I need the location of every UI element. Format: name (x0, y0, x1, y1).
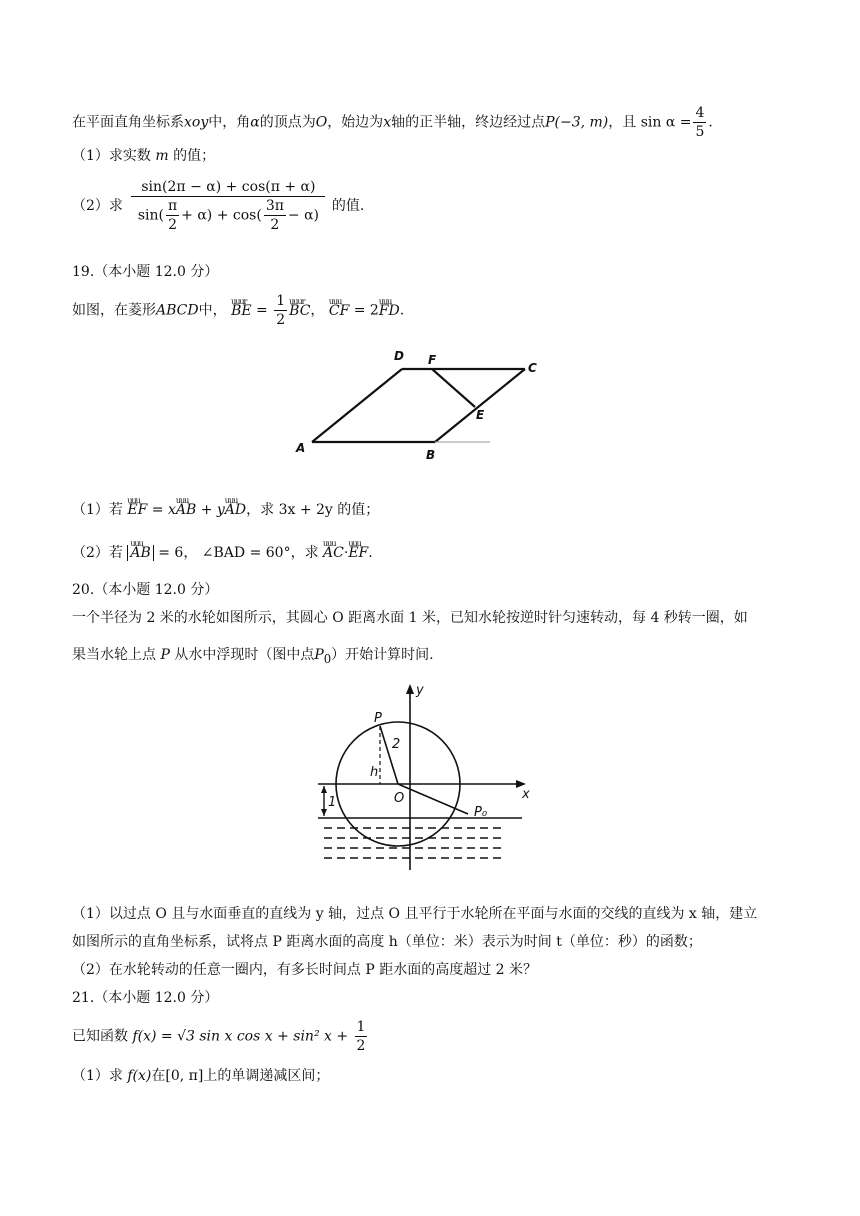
q18-part1-prefix: （1）求实数 (72, 148, 151, 164)
q20-stem-line2 (72, 645, 434, 669)
q18-xoy: xoy (184, 114, 209, 131)
q19-part1-vec-ad: uuu AD (225, 500, 246, 520)
q20-stem-text: 从水中浮现时（图中点 (174, 647, 315, 663)
q19-stem-text: 如图，在菱形 (72, 302, 156, 319)
label-A: A (296, 441, 306, 455)
q18-den-frac1-den: 2 (168, 217, 178, 233)
q19-part2-dot: · (343, 545, 349, 561)
q19-part1-plus: + y (200, 502, 225, 518)
q19-part2-vec-ab: uuu AB (130, 543, 150, 563)
label-x: x (522, 787, 530, 802)
q18-part2-num: sin(2π − α) + cos(π + α) (131, 178, 325, 197)
q18-point: P(−3, m) (545, 114, 609, 131)
q19-vec-be: uuur BE (231, 301, 252, 321)
q19-part2-vec-ac: uuu AC (323, 543, 344, 563)
q18-den-frac1-num: π (167, 198, 178, 214)
q21-stem-text: 已知函数 (72, 1028, 128, 1045)
q19-part1-suffix: ，求 3x + 2y 的值； (246, 502, 380, 518)
waterwheel-figure (310, 680, 540, 880)
q19-part2-mid: = 6， ∠BAD = 60°，求 (158, 545, 319, 561)
q21-half-num: 1 (356, 1019, 366, 1035)
label-D: D (394, 349, 404, 363)
q21-header: 21.（本小题 12.0 分） (72, 990, 219, 1006)
label-C: C (528, 361, 537, 375)
q18-part2-prefix: （2）求 (72, 198, 123, 214)
label-O: O (394, 791, 405, 806)
rhombus-figure (290, 345, 550, 465)
q19-half (274, 292, 287, 329)
q19-abcd: ABCD (156, 302, 199, 319)
label-one-meter: 1 (328, 795, 337, 810)
q19-part2-abs (127, 545, 153, 561)
q21-function: f(x) = √3 sin x cos x + sin² x + (132, 1028, 349, 1045)
label-B: B (426, 448, 436, 462)
q21-part1-suffix: 上的单调递减区间； (203, 1068, 330, 1084)
q21-stem (72, 1018, 369, 1055)
label-F: F (428, 353, 437, 367)
q19-part2-vec-ef: uuu EF (348, 543, 368, 563)
q18-stem (72, 104, 713, 141)
q19-part2-prefix: （2）若 (72, 545, 123, 561)
q21-part1-mid: 在 (151, 1068, 166, 1084)
one-meter-arrow-up (321, 786, 327, 793)
q20-stem-text: 果当水轮上点 (72, 647, 156, 663)
segment-fe (432, 369, 475, 407)
q19-vec-fd: uuu FD (379, 301, 400, 321)
q18-den-frac2 (264, 197, 286, 234)
label-P0: P₀ (474, 805, 488, 820)
q19-part1 (72, 500, 379, 520)
q20-stem-line1: 一个半径为 2 米的水轮如图所示，其圆心 O 距离水面 1 米，已知水轮按逆时针匀速转动，每 4 秒转一圈，如 (72, 610, 748, 626)
q20-part2: （2）在水轮转动的任意一圈内，有多长时间点 P 距水面的高度超过 2 米？ (72, 962, 538, 978)
q20-part1-line1: （1）以过点 O 且与水面垂直的直线为 y 轴，过点 O 且平行于水轮所在平面与水面的交线的直线为 x 轴，建立 (72, 906, 758, 922)
q18-sin-label: ，且 sin α = (608, 114, 692, 131)
q18-stem-text: 中，角 (208, 114, 251, 131)
q18-part2-suffix: 的值. (331, 198, 365, 214)
q21-part1-prefix: （1）求 (72, 1068, 123, 1084)
q18-stem-text: 轴的正半轴，终边经过点 (391, 114, 546, 131)
q19-half-den: 2 (276, 312, 286, 328)
q18-part2-fraction (131, 178, 325, 234)
q20-P: P (160, 647, 170, 663)
q21-part1-interval: [0, π] (165, 1068, 204, 1084)
label-radius-2: 2 (392, 737, 401, 752)
q18-period: . (708, 114, 713, 131)
edge-ad (312, 369, 402, 442)
q18-stem-text: 的顶点为 (259, 114, 316, 131)
q19-vec-bc: uuur BC (289, 301, 310, 321)
q18-den-text: + α) + cos( (181, 207, 262, 224)
q18-stem-text: 在平面直角坐标系 (72, 114, 184, 131)
y-axis-arrow (406, 684, 414, 694)
q18-sin-fraction (693, 104, 706, 141)
q18-part1-suffix: 的值； (173, 148, 216, 164)
q18-part2 (72, 178, 364, 234)
q19-part1-prefix: （1）若 (72, 502, 123, 518)
q20-P0-sub: 0 (323, 651, 332, 666)
q19-part1-mid: = x (151, 502, 176, 518)
q18-part1 (72, 146, 215, 166)
q19-header: 19.（本小题 12.0 分） (72, 264, 219, 280)
radius-op (380, 726, 401, 784)
label-E: E (476, 408, 485, 422)
q18-den-frac2-den: 2 (270, 217, 280, 233)
q19-stem-text: 中， (198, 302, 227, 319)
q20-stem-text: ）开始计算时间. (331, 647, 434, 663)
q18-den-frac1 (166, 197, 179, 234)
q20-header: 20.（本小题 12.0 分） (72, 582, 219, 598)
q19-part1-vec-ab: uuu AB (176, 500, 196, 520)
q18-den-text: sin( (137, 207, 164, 224)
label-P: P (374, 711, 382, 726)
q18-part1-var: m (155, 148, 169, 164)
q19-eq: = (256, 302, 268, 319)
q21-half (355, 1018, 368, 1055)
q20-part1-line2: 如图所示的直角坐标系，试将点 P 距离水面的高度 h（单位：米）表示为时间 t（单位：秒）的函数； (72, 934, 702, 950)
q18-O: O (315, 114, 328, 131)
q19-stem (72, 292, 404, 329)
q21-half-den: 2 (356, 1038, 366, 1054)
q19-vec-cf: uuu CF (329, 301, 349, 321)
q18-alpha: α (250, 114, 260, 131)
edge-bc (435, 369, 525, 442)
q19-comma: ， (310, 302, 325, 319)
q19-part2-end: . (368, 545, 373, 561)
q19-part2 (72, 543, 373, 563)
q18-sin-num: 4 (695, 105, 705, 121)
q20-P0: P (314, 647, 324, 663)
q19-half-num: 1 (276, 293, 286, 309)
q21-part1-f: f(x) (127, 1068, 152, 1084)
label-y: y (416, 683, 424, 698)
q18-part2-den (131, 197, 325, 234)
label-h: h (370, 765, 379, 780)
q18-den-frac2-num: 3π (265, 198, 284, 214)
q18-den-text: − α) (287, 207, 320, 224)
q19-eq2: = 2 (353, 302, 379, 319)
q18-x: x (383, 114, 392, 131)
q21-part1 (72, 1066, 329, 1086)
one-meter-arrow-down (321, 809, 327, 816)
q18-sin-den: 5 (695, 124, 705, 140)
q19-period: . (399, 302, 405, 319)
q18-stem-text: ，始边为 (327, 114, 384, 131)
q19-part1-vec-ef: uuu EF (127, 500, 147, 520)
